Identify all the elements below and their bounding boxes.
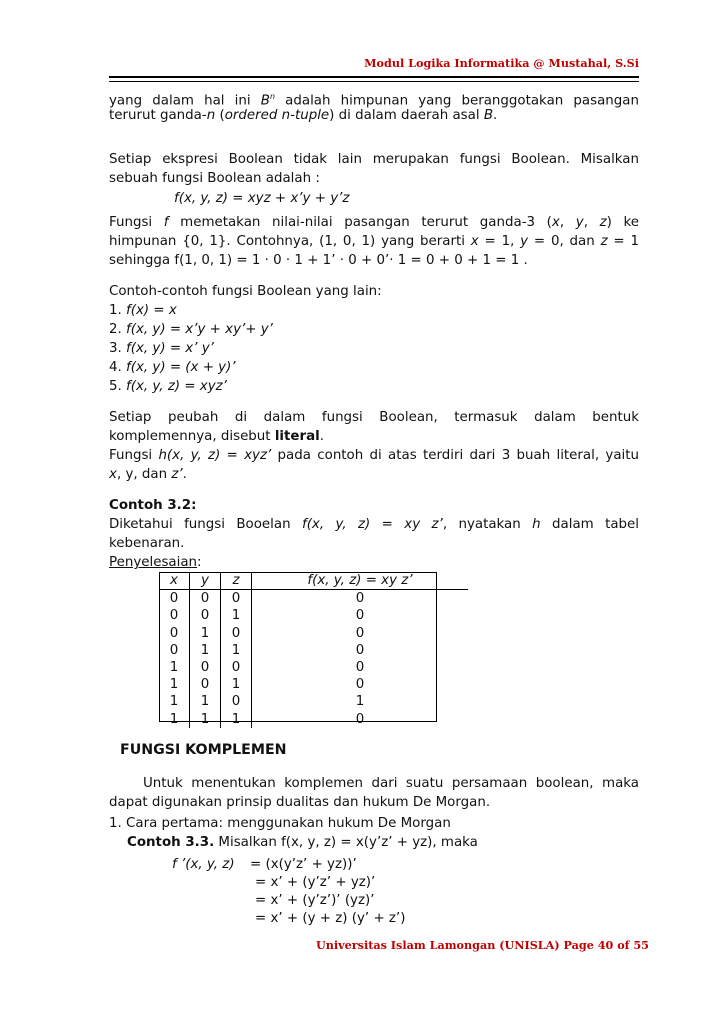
method-1: 1. Cara pertama: menggunakan hukum De Morgan xyxy=(109,816,451,831)
komplemen-line-1: Untuk menentukan komplemen dari suatu persamaan boolean, maka xyxy=(143,776,639,791)
header-x: x xyxy=(159,572,190,590)
literal-line-2: komplemennya, disebut literal. xyxy=(109,429,324,444)
header-rule xyxy=(109,76,639,82)
p3-line-2: himpunan {0, 1}. Contohnya, (1, 0, 1) yang berarti x = 1, y = 0, dan z = 1 xyxy=(109,234,639,249)
equation-3: = x’ + (y + z) (y’ + z’) xyxy=(255,911,406,926)
table-header-row xyxy=(159,572,468,590)
solution-label: Penyelesaian: xyxy=(109,555,202,570)
contoh-3-2-line-1: Diketahui fungsi Booelan f(x, y, z) = xy z’, nyatakan h dalam tabel xyxy=(109,517,640,532)
p3-line-3: sehingga f(1, 0, 1) = 1 · 0 · 1 + 1’ · 0 + 0’· 1 = 0 + 0 + 1 = 1 . xyxy=(109,253,528,268)
literal-line-1: Setiap peubah di dalam fungsi Boolean, termasuk dalam bentuk xyxy=(109,410,639,425)
contoh-3-2-line-2: kebenaran. xyxy=(109,536,185,551)
example-item: 4. f(x, y) = (x + y)’ xyxy=(109,360,236,375)
example-item: 3. f(x, y) = x’ y’ xyxy=(109,341,214,356)
table-row: 0 1 0 0 xyxy=(159,625,468,642)
example-item: 1. f(x) = x xyxy=(109,303,177,318)
formula-1: f(x, y, z) = xyz + x’y + y’z xyxy=(174,191,350,206)
header-f: f(x, y, z) = xy z’ xyxy=(252,572,469,590)
section-heading: FUNGSI KOMPLEMEN xyxy=(120,742,287,758)
table-row: 1 0 0 0 xyxy=(159,659,468,676)
table-row: 1 1 0 1 xyxy=(159,693,468,710)
page-header: Modul Logika Informatika @ Mustahal, S.Si xyxy=(364,56,639,70)
table-row: 1 1 1 0 xyxy=(159,711,468,728)
contoh-3-3: Contoh 3.3. Misalkan f(x, y, z) = x(y’z’ + yz), maka xyxy=(127,835,478,850)
literal-line-4: x, y, dan z’. xyxy=(109,467,187,482)
equation-2: = x’ + (y’z’)’ (yz)’ xyxy=(255,893,375,908)
komplemen-line-2: dapat digunakan prinsip dualitas dan hukum De Morgan. xyxy=(109,795,491,810)
p3-line-1: Fungsi f memetakan nilai-nilai pasangan terurut ganda-3 (x, y, z) ke xyxy=(109,215,640,230)
table-row: 0 1 1 0 xyxy=(159,642,468,659)
table-row: 0 0 0 0 xyxy=(159,590,468,608)
equation-1: = x’ + (y’z’ + yz)’ xyxy=(255,875,376,890)
intro-line-1: yang dalam hal ini $B^n$ adalah himpunan yang beranggotakan pasangan xyxy=(109,92,639,109)
equation-0: f ’(x, y, z) xyxy=(172,857,235,872)
example-item: 5. f(x, y, z) = xyz’ xyxy=(109,379,227,394)
p2-line-1: Setiap ekspresi Boolean tidak lain merupakan fungsi Boolean. Misalkan xyxy=(109,152,639,167)
truth-table xyxy=(159,572,468,728)
intro-line-2: terurut ganda-n (ordered n-tuple) di dalam daerah asal B. xyxy=(109,108,498,123)
table-row: 0 0 1 0 xyxy=(159,607,468,624)
header-y: y xyxy=(190,572,221,590)
p2-line-2: sebuah fungsi Boolean adalah : xyxy=(109,171,320,186)
header-z: z xyxy=(221,572,252,590)
literal-line-3: Fungsi h(x, y, z) = xyz’ pada contoh di atas terdiri dari 3 buah literal, yaitu xyxy=(109,448,639,463)
examples-title: Contoh-contoh fungsi Boolean yang lain: xyxy=(109,284,382,299)
table-row: 1 0 1 0 xyxy=(159,676,468,693)
example-item: 2. f(x, y) = x’y + xy’+ y’ xyxy=(109,322,273,337)
page-footer: Universitas Islam Lamongan (UNISLA) Page 40 of 55 xyxy=(316,938,649,952)
contoh-3-2-title: Contoh 3.2: xyxy=(109,498,197,513)
equation-0-rhs: = (x(y’z’ + yz))’ xyxy=(250,857,357,872)
